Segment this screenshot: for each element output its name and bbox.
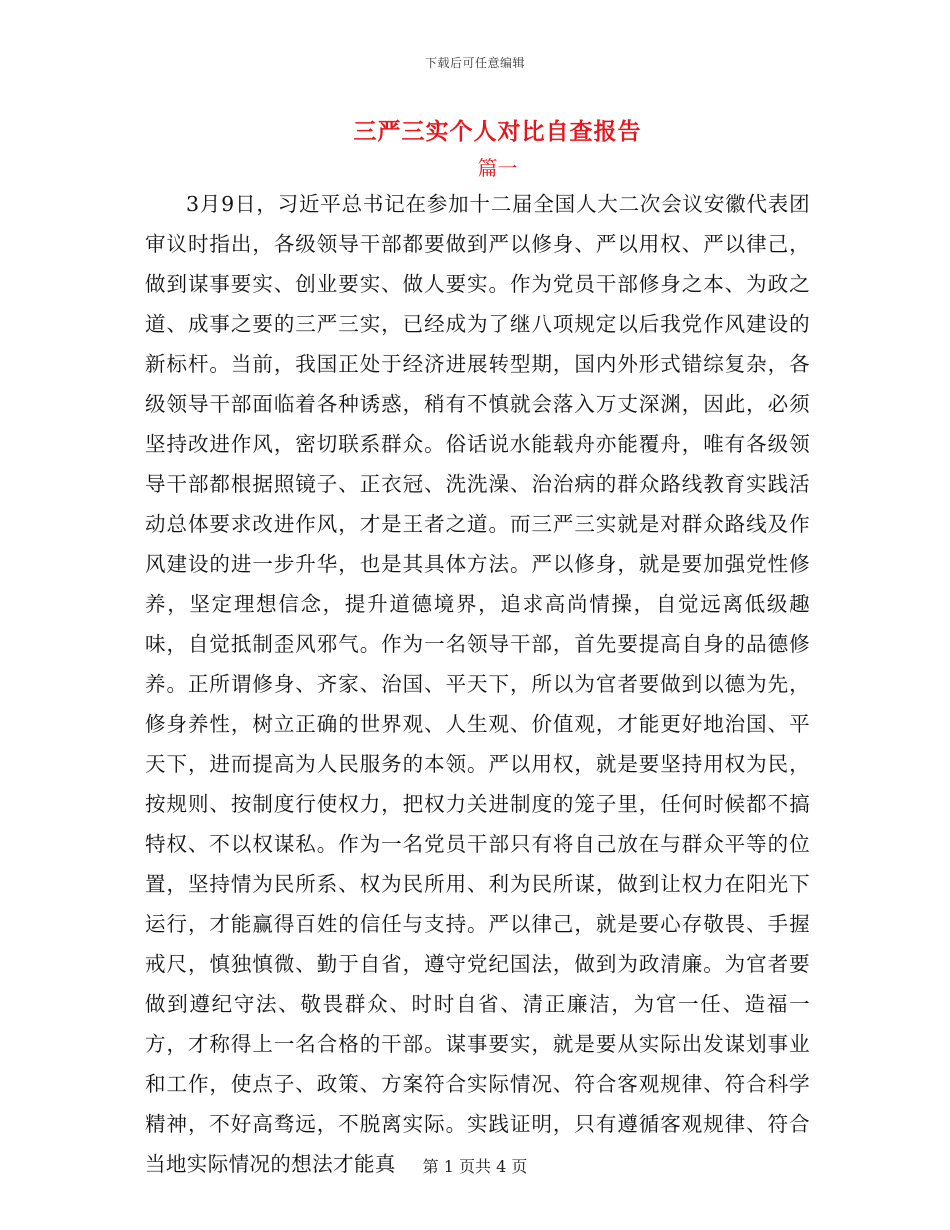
body-paragraph: 3月9日，习近平总书记在参加十二届全国人大二次会议安徽代表团审议时指出，各级领导干部都要做到严以修身、严以用权、严以律己，做到谋事要实、创业要实、做人要实。作为党员干部修身之本、为政之道、成事之要的三严三实，已经成为了继八项规定以后我党作风建设的新标杆。当前，我国正处于经济进展转型期，国内外形式错综复杂，各级领导干部面临着各种诱惑，稍有不慎就会落入万丈深渊，因此，必须坚持改进作风，密切联系群众。俗话说水能载舟亦能覆舟，唯有各级领导干部都根据照镜子、正衣冠、洗洗澡、治治病的群众路线教育实践活动总体要求改进作风，才是王者之道。而三严三实就是对群众路线及作风建设的进一步升华，也是其具体方法。严以修身，就是要加强党性修养，坚定理想信念，提升道德境界，追求高尚情操，自觉远离低级趣味，自觉抵制歪风邪气。作为一名领导干部，首先要提高自身的品德修养。正所谓修身、齐家、治国、平天下，所以为官者要做到以德为先，修身养性，树立正确的世界观、人生观、价值观，才能更好地治国、平天下，进而提高为人民服务的本领。严以用权，就是要坚持用权为民，按规则、按制度行使权力，把权力关进制度的笼子里，任何时候都不搞特权、不以权谋私。作为一名党员干部只有将自己放在与群众平等的位置，坚持情为民所系、权为民所用、利为民所谋，做到让权力在阳光下运行，才能赢得百姓的信任与支持。严以律己，就是要心存敬畏、手握戒尺，慎独慎微、勤于自省，遵守党纪国法，做到为政清廉。为官者要做到遵纪守法、敬畏群众、时时自省、清正廉洁，为官一任、造福一方，才称得上一名合格的干部。谋事要实，就是要从实际出发谋划事业和工作，使点子、政策、方案符合实际情况、符合客观规律、符合科学精神，不好高骛远，不脱离实际。实践证明，只有遵循客观规律、符合当地实际情况的想法才能真 [145,192,810,1176]
page-footer: 第 1 页共 4 页 [422,1157,528,1176]
header-note: 下载后可任意编辑 [424,56,525,70]
document-title: 三严三实个人对比自查报告 [353,118,642,145]
document-subtitle: 篇一 [477,156,518,180]
